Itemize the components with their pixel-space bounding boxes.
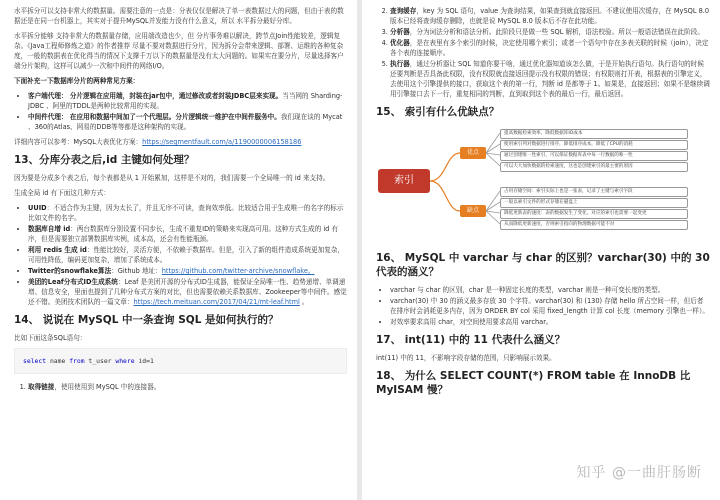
list-item: • 对效率要求高用 char，对空间使用要求高用 varchar。 bbox=[390, 317, 710, 327]
method-strong: 利用 redis 生成 id bbox=[28, 246, 87, 254]
list-item bbox=[28, 245, 347, 265]
step-text: ，是在表里有多个索引的时候，决定使用哪个索引；或者一个语句中存在多表关联的时候（join），决定各个表的连接顺序。 bbox=[390, 39, 709, 57]
zhihu-watermark: 知乎 @一曲肝肠断 bbox=[576, 465, 702, 481]
mindmap-leaf: 通过创建唯一性索引，可以保证数据库表中每一行数据的唯一性 bbox=[500, 151, 688, 161]
execution-steps-start bbox=[14, 382, 347, 392]
mindmap-leaf: 降低更新表的速度：表的数据发生了变化，对应的索引也需要一起变更 bbox=[500, 209, 688, 219]
list-item bbox=[28, 91, 347, 111]
code-text: name bbox=[46, 357, 70, 365]
reference-link[interactable]: https://segmentfault.com/a/1190000006158186 bbox=[142, 138, 302, 146]
method-text: ：Github 地址： bbox=[111, 267, 162, 275]
solution-strong: 客户端代理： 分片逻辑在应用端，封装在jar包中，通过修改或者封装JDBC层来实现。 bbox=[28, 92, 283, 100]
right-page bbox=[362, 0, 720, 500]
list-item bbox=[28, 224, 347, 244]
code-text: t_user bbox=[84, 357, 116, 365]
code-keyword: where bbox=[115, 357, 135, 365]
meituan-link[interactable]: https://tech.meituan.com/2017/04/21/mt-leaf.html bbox=[133, 298, 300, 306]
paragraph-14: 比如下面这条SQL语句： bbox=[14, 334, 87, 342]
varchar-list bbox=[376, 285, 710, 327]
list-item bbox=[28, 203, 347, 223]
mindmap-leaf: 可以大大加快数据的检索速度，这也是创建索引的最主要的原因 bbox=[500, 162, 688, 172]
mindmap-leaf: 一般以索引文件的形式存储在磁盘上 bbox=[500, 198, 688, 208]
method-text: ：Leaf 是美团开源的分布式ID生成器，能保证全局唯一性、趋势递增、单调递增、信息安全，里面也提到了几种分布式方案的对比，但也需要依赖关系数据库、Zookeeper等中间件。感觉还不错。美团技术团队的一篇文章： bbox=[28, 278, 347, 306]
heading-14: 14、 说说在 MySQL 中一条查询 SQL 是如何执行的？ bbox=[14, 314, 279, 326]
mindmap-leaf: 占用存储空间：索引实际上也是一张表，记录了主键与索引字段 bbox=[500, 187, 688, 197]
mindmap-leaf: 从而降低更新速度，否则索引指向的物理数据可能不对 bbox=[500, 220, 688, 230]
snowflake-link[interactable]: https://github.com/twitter-archive/snowflake。 bbox=[161, 267, 315, 275]
heading-13: 13、分库分表之后,id 主键如何处理？ bbox=[14, 154, 195, 166]
index-mindmap bbox=[376, 125, 696, 243]
list-item: • varchar 与 char 的区别，char 是一种固定长度的类型，varchar 则是一种可变长度的类型。 bbox=[390, 285, 710, 295]
solutions-list bbox=[14, 91, 347, 132]
reference-line bbox=[14, 137, 347, 147]
solutions-title: 下面补充一下数据库分片的两种常见方案： bbox=[14, 77, 140, 85]
code-text: id=1 bbox=[134, 357, 154, 365]
mindmap-con: 缺点 bbox=[460, 205, 486, 217]
list-item bbox=[28, 382, 347, 392]
list-item bbox=[390, 38, 710, 58]
execution-steps-continued bbox=[376, 6, 710, 99]
method-tail: 。 bbox=[299, 298, 309, 306]
paragraph-13b: 生成全局 id 有下面这几种方式： bbox=[14, 189, 110, 197]
intro-paragraph-2: 水平拆分能够 支持非常大的数据量存储，应用端改造也少，但 分片事务难以解决，跨节点Join性能较差，逻辑复杂。《Java工程师修炼之道》的作者推荐 尽量不要对数据进行分片，因为拆分会带来逻辑、部署、运维的各种复杂度，一般的数据表在优化得当的情况下支撑千万以下的数据量是没有太大问题的。如果实在要分片，尽量选择客户端分片架构，这样可以减少一次和中间件的网络I/O。 bbox=[14, 32, 344, 70]
id-methods-list bbox=[14, 203, 347, 307]
code-block bbox=[14, 348, 347, 374]
method-strong: 数据库自增 id bbox=[28, 225, 71, 233]
step-text: ，通过分析器让 SQL 知道你要干啥，通过优化器知道该怎么做，于是开始执行语句。执行语句的时候还要判断是否具备此权限，没有权限就直接返回提示没有权限的错误；有权限则打开表，根据表的引擎定义，去使用这个引擎提供的接口，获取这个表的第一行，判断 id 是都等于 1。如果是，直接返回；如果不是继续调用引擎接口去下一行，重复相同的判断，直到取到这个表的最后一行，最后返回。 bbox=[390, 60, 710, 98]
method-text: ：性能比较好，灵活方便，不依赖于数据库。但是，引入了新的组件造成系统更加复杂，可用性降低，编码更加复杂，增加了系统成本。 bbox=[28, 246, 345, 264]
step-text: ，使用使用到 MySQL 中的连接器。 bbox=[54, 383, 161, 391]
paragraph-17: int(11) 中的 11，不影响字段存储的范围，只影响展示效果。 bbox=[376, 354, 556, 362]
solution-strong: 中间件代理： 在应用和数据中间加了一个代理层。分片逻辑统一维护在中间件服务中。 bbox=[28, 113, 281, 121]
heading-18: 18、 为什么 SELECT COUNT(*) FROM table 在 InnoDB 比 MyISAM 慢？ bbox=[376, 370, 691, 396]
list-item bbox=[28, 266, 347, 276]
step-strong: 优化器 bbox=[390, 39, 410, 47]
method-strong: UUID bbox=[28, 204, 47, 212]
mindmap-leaf: 使用索引列对数据进行排序，降低排序成本，降低了CPU的消耗 bbox=[500, 140, 688, 150]
step-text: ，key 为 SQL 语句，value 为查询结果，如果查到就直接返回。不建议使用次缓存，在 MySQL 8.0 版本已经将查询缓存删除，也就是说 MySQL 8.0 版本后不存在此功能。 bbox=[390, 7, 710, 25]
list-item: • varchar(30) 中 30 的涵义最多存放 30 个字符。varchar(30) 和 (130) 存储 hello 所占空间一样，但后者在排序时会消耗更多内存，因为 ORDER BY col 采用 fixed_length 计算 col 长度（memory 引擎也一样）。 bbox=[390, 296, 710, 316]
heading-16: 16、 MySQL 中 varchar 与 char 的区别？varchar(30) 中的 30 代表的涵义？ bbox=[376, 252, 710, 278]
list-item bbox=[390, 27, 710, 37]
step-strong: 查询缓存 bbox=[390, 7, 417, 15]
mindmap-root: 索引 bbox=[378, 169, 430, 193]
heading-15: 15、 索引有什么优缺点？ bbox=[376, 106, 500, 118]
method-text: ：两台数据库分别设置不同步长，生成不重复ID的策略来实现高可用。这种方式生成的 id 有序，但是需要独立部署数据库实例，成本高，还会有性能瓶颈。 bbox=[28, 225, 339, 243]
list-item bbox=[28, 277, 347, 307]
paragraph-13: 因为要是分成多个表之后，每个表都是从 1 开始累加，这样是不对的，我们需要一个全局唯一的 id 来支持。 bbox=[14, 174, 330, 182]
heading-17: 17、 int(11) 中的 11 代表什么涵义？ bbox=[376, 334, 566, 346]
mindmap-pro: 优点 bbox=[460, 147, 486, 159]
code-keyword: select bbox=[23, 357, 47, 365]
step-strong: 取得链接 bbox=[28, 383, 55, 391]
mindmap-leaf: 提高数据检索效率，降低数据库IO成本 bbox=[500, 129, 688, 139]
list-item bbox=[390, 6, 710, 26]
step-strong: 执行器 bbox=[390, 60, 410, 68]
code-keyword: from bbox=[69, 357, 85, 365]
step-text: ，分为词法分析和语法分析。此阶段只是做一些 SQL 解析，语法校验。所以一般语法错误在此阶段。 bbox=[409, 28, 704, 36]
step-strong: 分析器 bbox=[390, 28, 410, 36]
solution-text: 我们现在谈的 Mycat 、360的Atlas、网易的DDB等等都是这种架构的实现。 bbox=[28, 113, 343, 131]
left-page bbox=[0, 0, 357, 500]
intro-paragraph-1: 水平拆分可以支持非常大的数据量。需要注意的一点是：分表仅仅是解决了单一表数据过大的问题，但由于表的数据还是在同一台机器上，其实对于提升MySQL并发能力没有什么意义，所以 水平拆分最好分库。 bbox=[14, 7, 344, 25]
solution-text: 当当网的 Sharding-JDBC 、阿里的TDDL是两种比较常用的实现。 bbox=[28, 92, 343, 110]
method-text: ：不适合作为主键，因为太长了，并且无序不可读，查询效率低。比较适合用于生成唯一的名字的标示比如文件的名字。 bbox=[28, 204, 344, 222]
list-item bbox=[390, 59, 710, 99]
reference-prefix: 详细内容可以参考：MySQL大表优化方案： bbox=[14, 138, 143, 146]
method-strong: 美团的Leaf分布式ID生成系统 bbox=[28, 278, 118, 286]
method-strong: Twitter的snowflake算法 bbox=[28, 267, 112, 275]
list-item bbox=[28, 112, 347, 132]
